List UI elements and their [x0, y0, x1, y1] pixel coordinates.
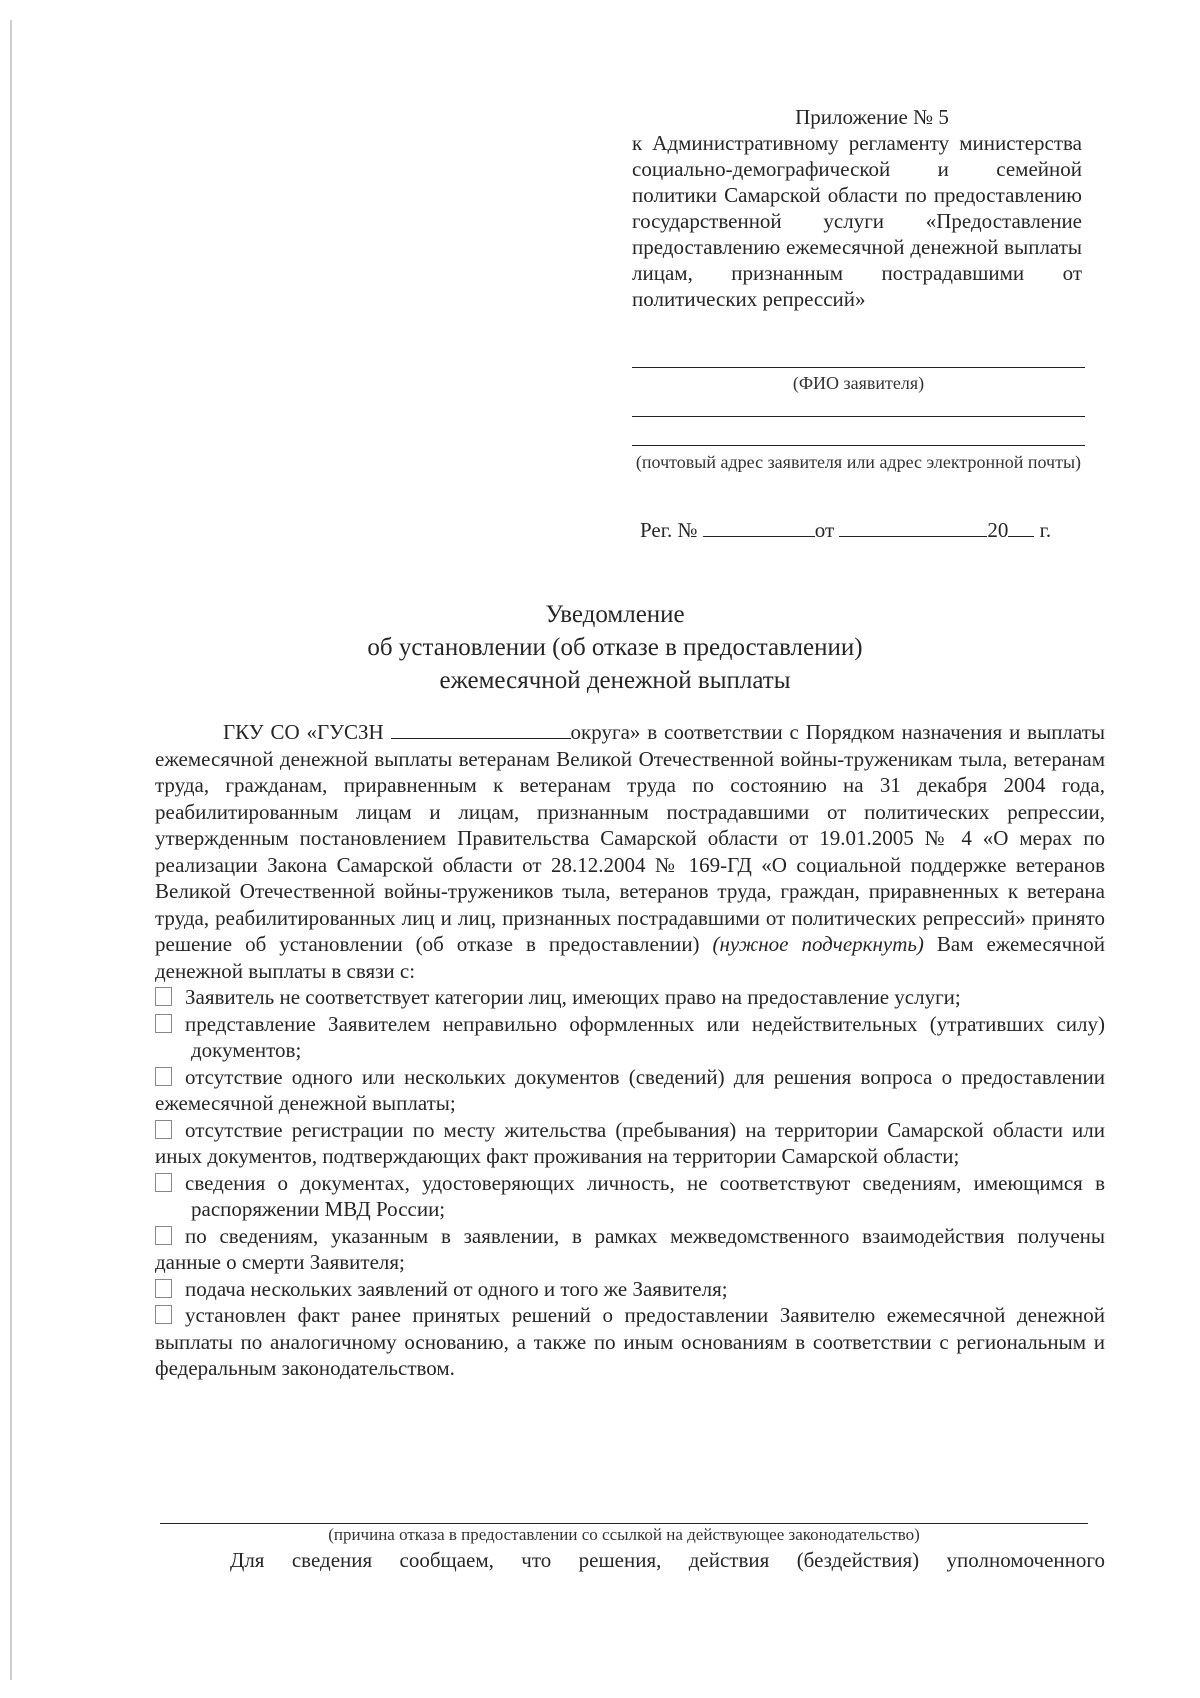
reason-text: Заявитель не соответствует категории лиц, имеющих право на предоставление услуги;	[185, 985, 961, 1009]
reason-item	[155, 1117, 1105, 1170]
reason-text: установлен факт ранее принятых решений о предоставлении Заявителю ежемесячной денежной выплаты по аналогичному основанию, а также по иным основаниям в соответствии с региональным и федеральным законодательством.	[155, 1303, 1105, 1380]
reason-item	[155, 1302, 1105, 1382]
reg-year-prefix: 20	[987, 518, 1009, 542]
address-caption: (почтовый адрес заявителя или адрес электронной почты)	[635, 452, 1082, 472]
intro-prefix: ГКУ СО «ГУСЗН	[223, 720, 384, 744]
reason-text: подача нескольких заявлений от одного и того же Заявителя;	[185, 1276, 728, 1301]
doc-subtitle-2: ежемесячной денежной выплаты	[439, 667, 791, 694]
reason-text: по сведениям, указанным в заявлении, в рамках межведомственного взаимодействия получены данные о смерти Заявителя;	[155, 1223, 1105, 1274]
appendix-number: Приложение № 5	[795, 105, 949, 129]
registration-line	[640, 517, 1085, 543]
intro-paragraph	[155, 719, 1105, 984]
reason-item	[155, 1276, 1105, 1303]
closing-text: Для сведения сообщаем, что решения, действия (бездействия) уполномоченного	[230, 1548, 1105, 1572]
reason-item	[155, 1064, 1105, 1117]
intro-ending: Вам ежемесячной денежной выплаты в связи с:	[155, 932, 1105, 983]
doc-title: Уведомление	[545, 601, 685, 628]
intro-italic-note: (нужное подчеркнуть)	[712, 932, 924, 956]
scan-edge-line	[10, 20, 12, 1680]
reg-year-suffix: г.	[1039, 518, 1052, 542]
reg-year-blank	[1008, 518, 1034, 537]
reason-item	[155, 1011, 1105, 1064]
appendix-block	[632, 104, 1082, 312]
checkbox[interactable]	[155, 1067, 172, 1086]
checkbox[interactable]	[155, 1173, 172, 1192]
appendix-text: к Административному регламенту министерства социально-демографической и семейной политики Самарской области по предоставлению государственной услуги «Предоставление предоставлению ежемесячной денежной выплаты лицам, признанным пострадавшими от политических репрессий»	[632, 131, 1082, 311]
reg-date-blank	[839, 518, 987, 537]
fio-line	[632, 367, 1085, 368]
reason-text: сведения о документах, удостоверяющих личность, не соответствуют сведениям, имеющимся в распоряжении МВД России;	[185, 1170, 1105, 1221]
reason-item	[155, 1170, 1105, 1223]
reason-text: отсутствие регистрации по месту жительства (пребывания) на территории Самарской области или иных документов, подтверждающих факт проживания на территории Самарской области;	[155, 1117, 1105, 1168]
checkbox[interactable]	[155, 1226, 172, 1245]
doc-subtitle-1: об установлении (об отказе в предоставлении)	[367, 634, 863, 661]
fio-caption: (ФИО заявителя)	[792, 373, 925, 393]
reason-item	[155, 1223, 1105, 1276]
reason-text: отсутствие одного или нескольких документов (сведений) для решения вопроса о предоставлении ежемесячной денежной выплаты;	[155, 1064, 1105, 1115]
address-line-1	[632, 416, 1085, 417]
district-blank	[391, 720, 571, 739]
reg-number-blank	[703, 518, 815, 537]
intro-body: округа» в соответствии с Порядком назначения и выплаты ежемесячной денежной выплаты ветеранам Великой Отечественной войны-труженикам тыла, ветеранам труда, гражданам, приравненным к ветеранам труда по состоянию на 31 декабря 2004 года, реабилитированным лицам и лицам, признанным пострадавшими от политических репрессии, утвержденным постановлением Правительства Самарской области от 19.01.2005 № 4 «О мерах по реализации Закона Самарской области от 28.12.2004 № 169-ГД «О социальной поддержке ветеранов Великой Отечественной войны-тружеников тыла, ветеранов труда, граждан, приравненных к ветерана труда, реабилитированных лиц и лиц, признанных пострадавшими от политических репрессий» принято решение об установлении (об отказе в предоставлении)	[155, 720, 1105, 956]
checkbox[interactable]	[155, 1120, 172, 1139]
reason-text: представление Заявителем неправильно оформленных или недействительных (утративших силу) документов;	[185, 1011, 1105, 1062]
address-line-2	[632, 445, 1085, 446]
checkbox[interactable]	[155, 1279, 172, 1298]
main-text	[155, 719, 1105, 1382]
checkbox[interactable]	[155, 1014, 172, 1033]
reg-label: Рег. №	[640, 518, 698, 542]
checkbox[interactable]	[155, 987, 172, 1006]
checkbox[interactable]	[155, 1305, 172, 1324]
reg-from-label: от	[814, 518, 835, 542]
reason-item	[155, 984, 1105, 1011]
refusal-caption: (причина отказа в предоставлении со ссылкой на действующее законодательство)	[328, 1525, 920, 1544]
